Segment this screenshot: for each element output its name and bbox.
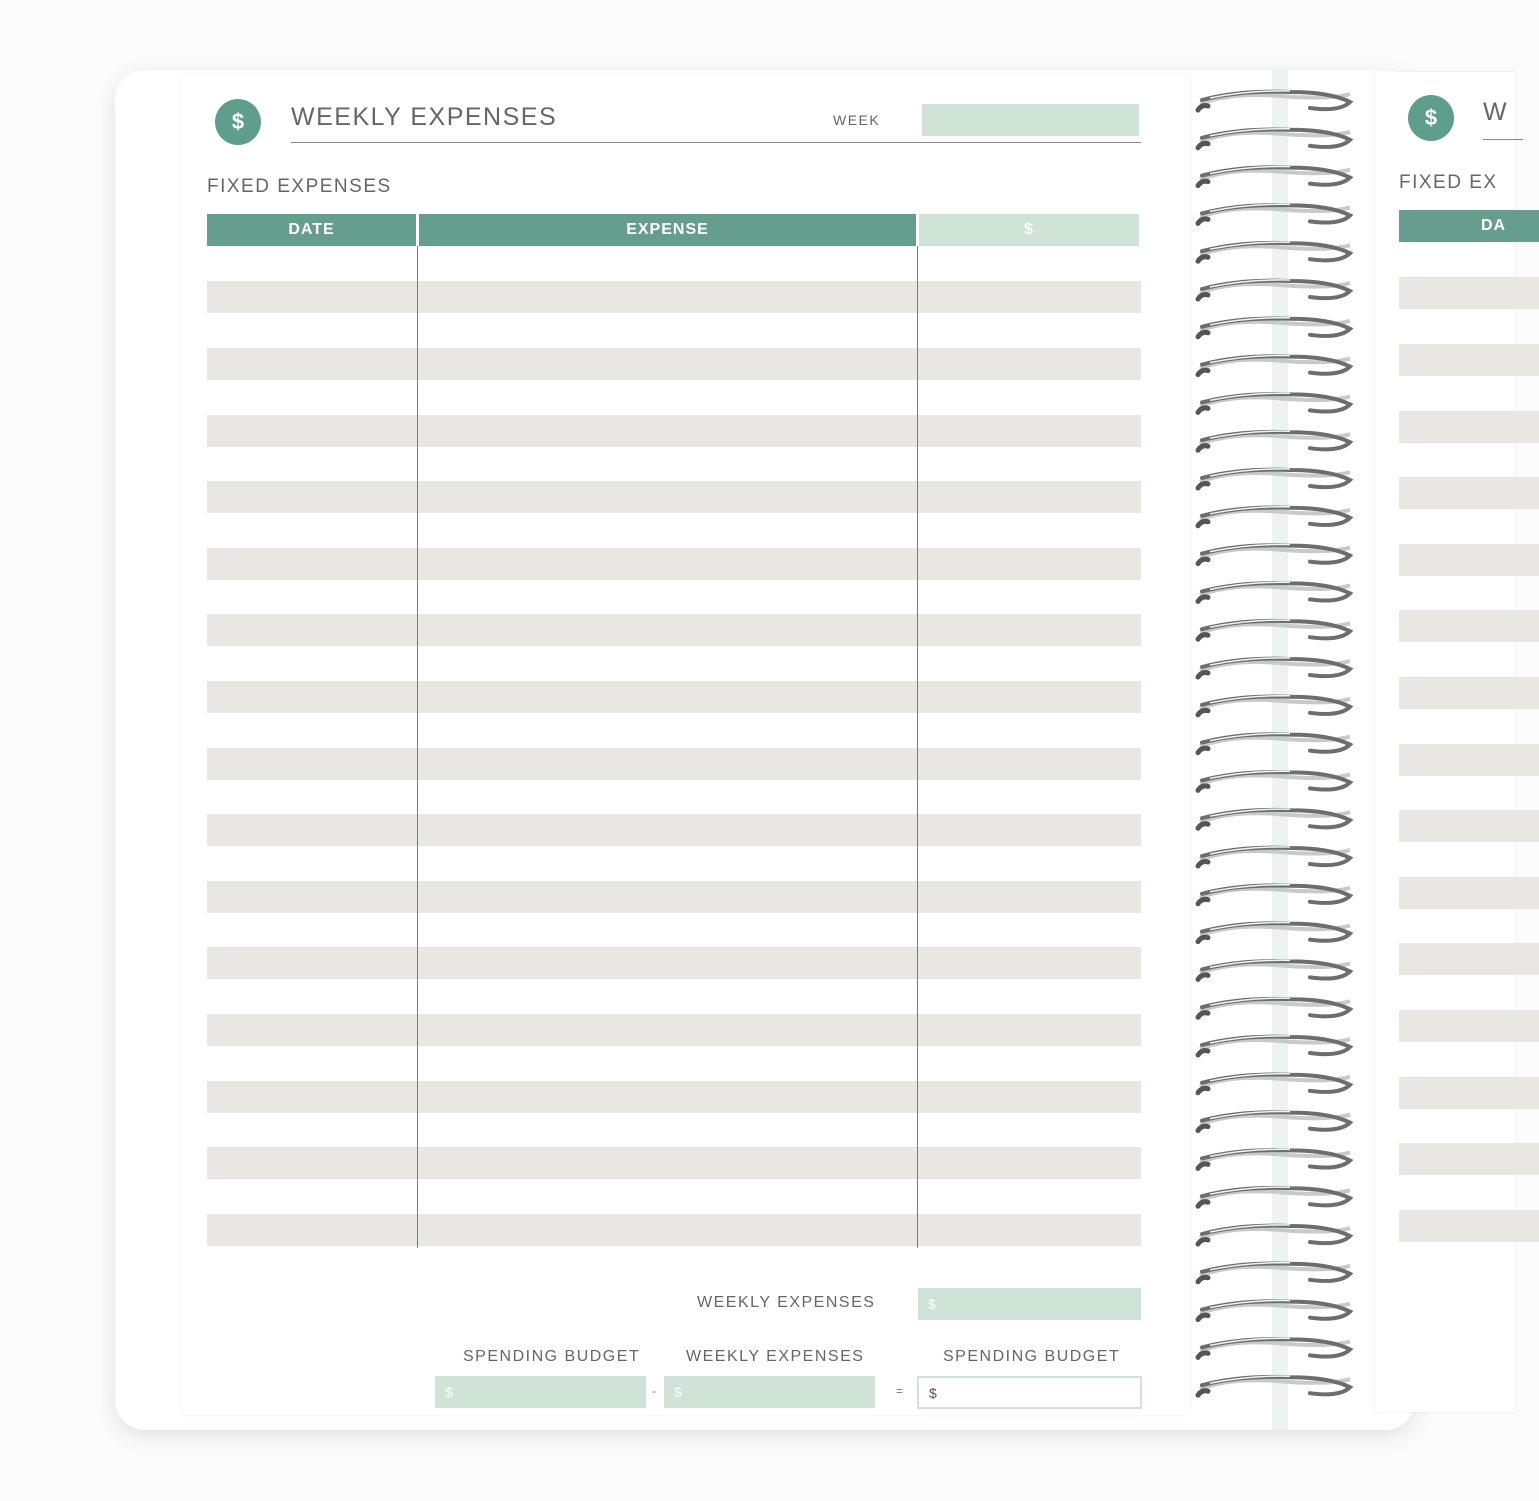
- table-row-stripe: [207, 415, 1141, 447]
- spending-budget-field[interactable]: $: [435, 1376, 646, 1408]
- right-page-title: W: [1483, 98, 1509, 126]
- right-table-row-stripe: [1399, 1210, 1539, 1242]
- right-table-row-stripe: [1399, 744, 1539, 776]
- equals-sign: =: [896, 1384, 904, 1398]
- table-row-stripe: [207, 281, 1141, 313]
- table-row-stripe: [207, 681, 1141, 713]
- right-table-row-stripe: [1399, 1143, 1539, 1175]
- table-row-stripe: [207, 881, 1141, 913]
- right-table-row-stripe: [1399, 344, 1539, 376]
- table-row-stripe: [207, 548, 1141, 580]
- right-table-row-stripe: [1399, 1010, 1539, 1042]
- weekly-expenses-total-field[interactable]: $: [918, 1288, 1141, 1320]
- right-section-title: FIXED EX: [1399, 172, 1498, 193]
- spending-budget-result-label: SPENDING BUDGET: [943, 1348, 1121, 1365]
- page-title: WEEKLY EXPENSES: [291, 103, 558, 131]
- right-page: [1375, 72, 1515, 1412]
- section-title: FIXED EXPENSES: [207, 176, 392, 197]
- table-row-stripe: [207, 614, 1141, 646]
- right-table-row-stripe: [1399, 411, 1539, 443]
- column-header-date: DATE: [207, 214, 416, 246]
- dollar-coin-icon: $: [215, 99, 261, 145]
- right-table-row-stripe: [1399, 477, 1539, 509]
- dollar-coin-icon-right: $: [1408, 95, 1454, 141]
- column-divider-expense: [917, 246, 918, 1248]
- table-row-stripe: [207, 481, 1141, 513]
- table-row-stripe: [207, 748, 1141, 780]
- table-row-stripe: [207, 348, 1141, 380]
- right-table-row-stripe: [1399, 877, 1539, 909]
- table-row-stripe: [207, 814, 1141, 846]
- right-table-row-stripe: [1399, 544, 1539, 576]
- weekly-expenses-field[interactable]: $: [664, 1376, 875, 1408]
- right-table-row-stripe: [1399, 810, 1539, 842]
- spending-budget-label: SPENDING BUDGET: [463, 1348, 641, 1365]
- column-header-amount: $: [919, 214, 1139, 246]
- right-table-row-stripe: [1399, 610, 1539, 642]
- table-row-stripe: [207, 947, 1141, 979]
- weekly-expenses-label: WEEKLY EXPENSES: [686, 1348, 865, 1365]
- table-row-stripe: [207, 1081, 1141, 1113]
- table-row-stripe: [207, 1014, 1141, 1046]
- right-table-row-stripe: [1399, 277, 1539, 309]
- right-title-divider: [1483, 139, 1523, 140]
- column-divider-date: [417, 246, 418, 1248]
- title-divider: [291, 142, 1141, 143]
- table-row-stripe: [207, 1214, 1141, 1246]
- week-field[interactable]: [922, 104, 1139, 136]
- spiral-binding: [1190, 70, 1370, 1430]
- right-table-row-stripe: [1399, 1077, 1539, 1109]
- week-label: WEEK: [833, 112, 881, 128]
- right-table-row-stripe: [1399, 943, 1539, 975]
- right-table-row-stripe: [1399, 677, 1539, 709]
- minus-sign: -: [652, 1384, 656, 1398]
- right-column-header-date: DA: [1399, 210, 1539, 242]
- table-row-stripe: [207, 1147, 1141, 1179]
- spending-budget-result-field[interactable]: $: [917, 1376, 1142, 1409]
- weekly-expenses-total-label: WEEKLY EXPENSES: [697, 1294, 876, 1311]
- column-header-expense: EXPENSE: [419, 214, 916, 246]
